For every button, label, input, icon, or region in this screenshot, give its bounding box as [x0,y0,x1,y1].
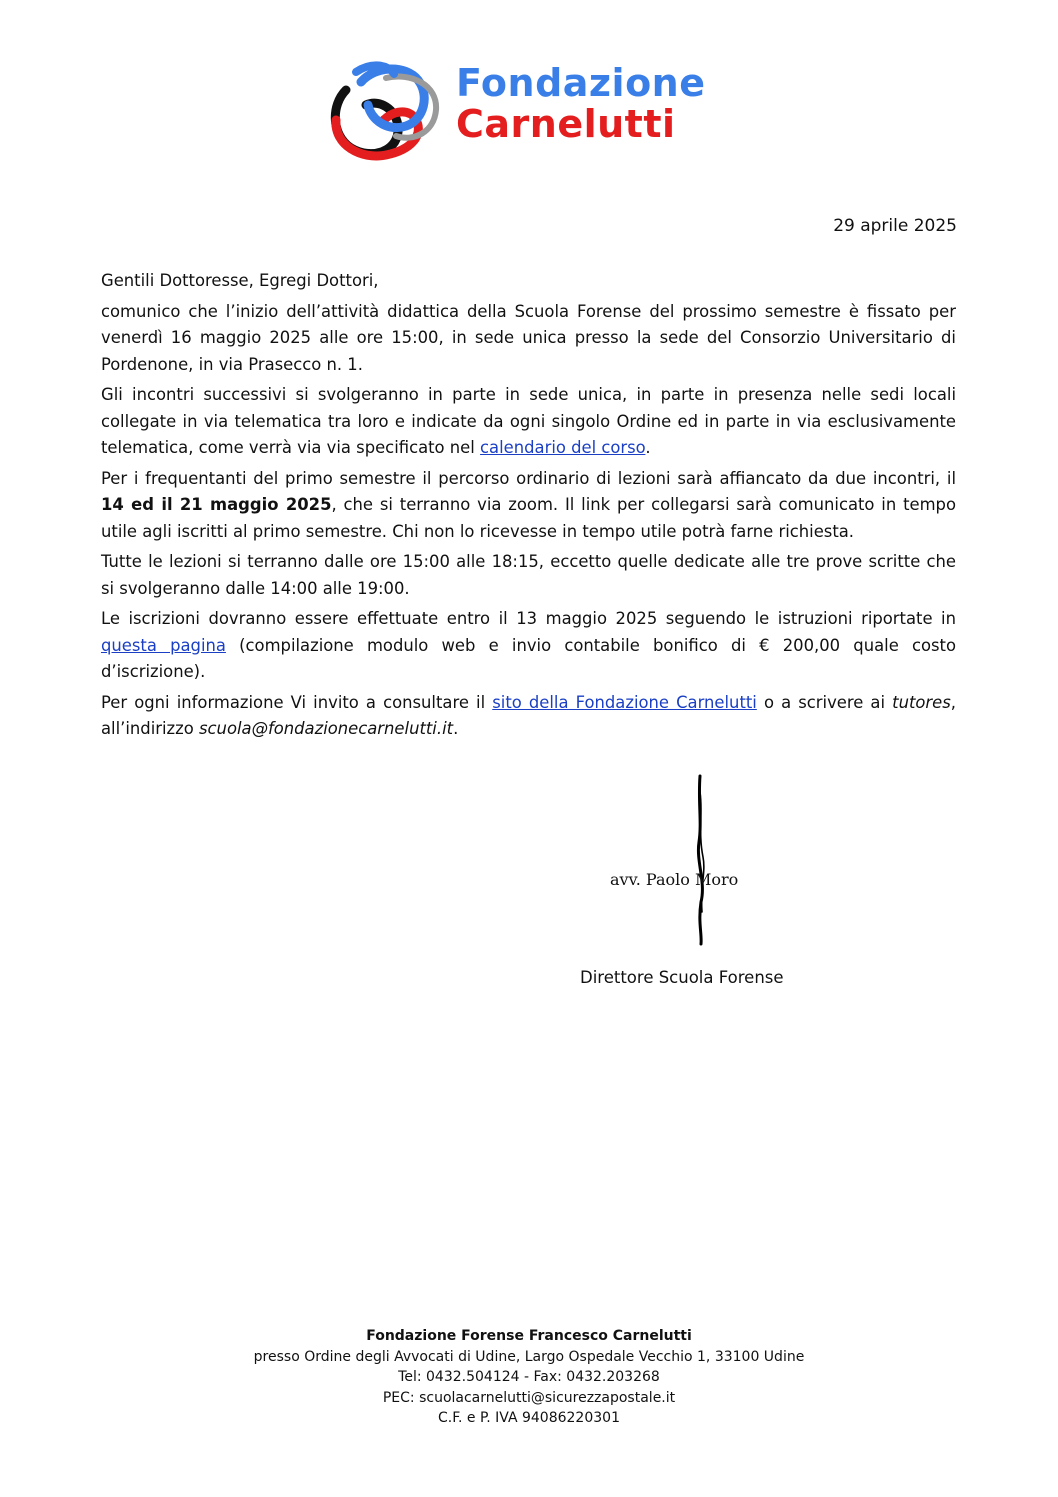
paragraph-3-end: , che si terranno via zoom. Il link per collegarsi sarà comunicato in tempo utile agli iscritti al primo semestre. Chi non lo ricevesse in tempo utile potrà farne richiesta. [101,495,956,541]
footer-address: presso Ordine degli Avvocati di Udine, Largo Ospedale Vecchio 1, 33100 Udine [253,1348,805,1365]
registration-page-link[interactable]: questa pagina [101,635,226,655]
paragraph-6-mid2: , all’indirizzo [101,692,956,738]
header-logo [326,60,746,170]
paragraph-2 [101,382,956,462]
paragraph-3-dates: 14 ed il 21 maggio 2025 [101,495,332,514]
paragraph-5-text: Le iscrizioni dovranno essere effettuate entro il 13 maggio 2025 seguendo le istruzioni riportate in [101,609,956,628]
salutation: Gentili Dottoresse, Egregi Dottori, [101,271,379,290]
handwritten-signature-icon [606,772,766,947]
paragraph-2-end: . [645,438,651,457]
calendar-link[interactable]: calendario del corso [480,438,646,457]
footer-pec: PEC: scuolacarnelutti@sicurezzapostale.it [382,1389,676,1406]
footer-phone: Tel: 0432.504124 - Fax: 0432.203268 [398,1369,660,1385]
letter-body [101,268,956,747]
paragraph-5-end: (compilazione modulo web e invio contabile bonifico di € 200,00 quale costo d’iscrizione). [101,635,957,681]
paragraph-6 [101,690,956,743]
knot-logo-icon [326,60,442,164]
tutores-text: tutores [892,692,951,712]
letter-date: 29 aprile 2025 [833,216,957,236]
paragraph-6-end: . [453,719,459,738]
footer-org: Fondazione Forense Francesco Carnelutti [366,1328,692,1344]
paragraph-5 [101,606,956,686]
logo-line-fondazione: Fondazione [456,61,706,105]
footer-vat: C.F. e P. IVA 94086220301 [438,1410,620,1426]
logo-line-carnelutti: Carnelutti [456,102,676,146]
contact-email: scuola@fondazionecarnelutti.it [199,719,454,738]
paragraph-1: comunico che l’inizio dell’attività didattica della Scuola Forense del prossimo semestre è fissato per venerdì 16 maggio 2025 alle ore 15:00, in sede unica presso la sede del Consorzio Universitario di Pordenone, in via Prasecco n. 1. [101,301,956,374]
paragraph-6-text: Per ogni informazione Vi invito a consultare il [101,692,493,712]
logo-wordmark [456,61,706,146]
paragraph-2-text: Gli incontri successivi si svolgeranno in parte in sede unica, in parte in presenza nelle sedi locali collegate in via telematica tra loro e indicate da ogni singolo Ordine ed in parte in via esclusivamente telematica, come verrà via via specificato nel [101,385,956,457]
signature-block [606,772,766,947]
foundation-site-link[interactable]: sito della Fondazione Carnelutti [492,692,757,712]
letter-footer [0,1326,1058,1429]
paragraph-6-mid: o a scrivere ai [756,692,893,712]
signatory-title: Direttore Scuola Forense [580,968,784,987]
paragraph-4: Tutte le lezioni si terranno dalle ore 15:00 alle 18:15, eccetto quelle dedicate alle tre prove scritte che si svolgeranno dalle 14:00 alle 19:00. [101,552,956,598]
signatory-name: avv. Paolo Moro [610,870,739,889]
paragraph-3 [101,466,956,546]
paragraph-3-text: Per i frequentanti del primo semestre il percorso ordinario di lezioni sarà affiancato da due incontri, il [101,468,956,488]
